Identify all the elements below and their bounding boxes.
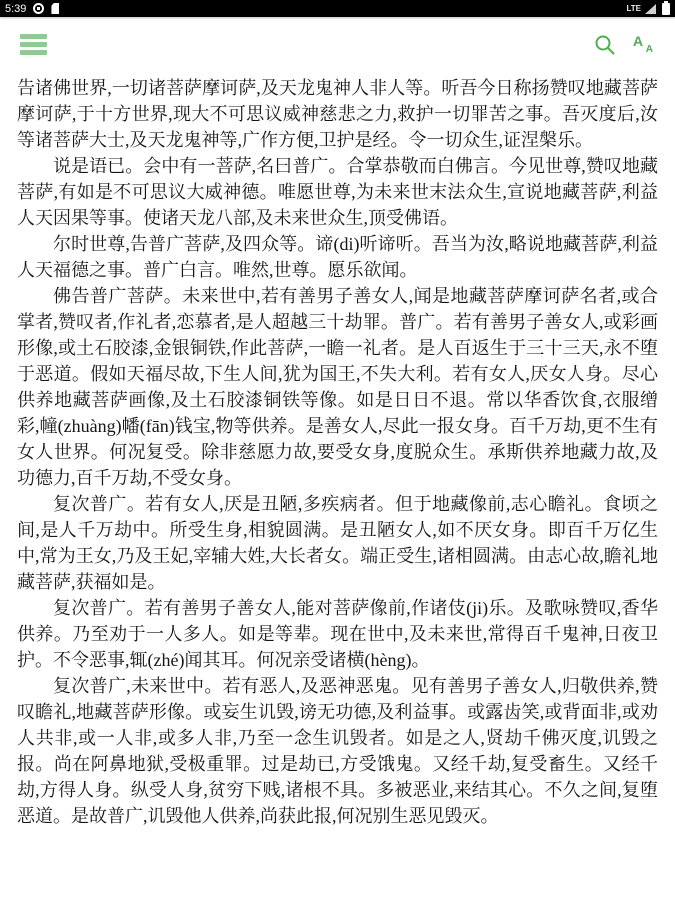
paragraph-7: 复次普广,未来世中。若有恶人,及恶神恶鬼。见有善男子善女人,归敬供养,赞叹瞻礼,地藏菩萨形像。或妄生讥毁,谤无功德,及利益事。或露齿笑,或背面非,或劝人共非,或一人非,或多人非,乃至一念生讥毁者。如是之人,贤劫千佛灭度,讥毁之报。尚在阿鼻地狱,受极重罪。过是劫已,方受饿鬼。又经千劫,复受畜生。又经千劫,方得人身。纵受人身,贫穷下贱,诸根不具。多被恶业,来结其心。不久之间,复堕恶道。是故普广,讥毁他人供养,尚获此报,何况别生恶见毁灭。 xyxy=(17,676,658,826)
menu-icon[interactable] xyxy=(20,34,47,55)
menu-bar xyxy=(20,42,47,47)
signal-icon xyxy=(645,4,656,14)
status-bar xyxy=(0,0,675,17)
search-icon[interactable] xyxy=(592,32,618,58)
paragraph-5: 复次普广。若有女人,厌是丑陋,多疾病者。但于地藏像前,志心瞻礼。食顷之间,是人千万劫中。所受生身,相貌圆满。是丑陋女人,如不厌女身。即百千万亿生中,常为王女,乃及王妃,宰辅大姓,大长者女。端正受生,诸相圆满。由志心故,瞻礼地藏菩萨,获福如是。 xyxy=(17,494,658,592)
toolbar xyxy=(0,17,675,72)
battery-icon xyxy=(662,3,670,15)
sd-card-icon xyxy=(51,3,59,14)
paragraph-6: 复次普广。若有善男子善女人,能对菩萨像前,作诸伎(ji)乐。及歌咏赞叹,香华供养。乃至劝于一人多人。如是等辈。现在世中,及未来世,常得百千鬼神,日夜卫护。不令恶事,辄(zhé)闻其耳。何况亲受诸横(hèng)。 xyxy=(17,598,658,670)
paragraph-2: 说是语已。会中有一菩萨,名曰普广。合掌恭敬而白佛言。今见世尊,赞叹地藏菩萨,有如是不可思议大威神德。唯愿世尊,为未来世末法众生,宣说地藏菩萨,利益人天因果等事。使诸天龙八部,及未来世众生,顶受佛语。 xyxy=(17,156,658,228)
data-saver-icon xyxy=(33,3,44,14)
menu-bar xyxy=(20,50,47,55)
reader-content[interactable] xyxy=(0,72,675,829)
paragraph-1: 告诸佛世界,一切诸菩萨摩诃萨,及天龙鬼神人非人等。听吾今日称扬赞叹地藏菩萨摩诃萨,于十方世界,现大不可思议威神慈悲之力,救护一切罪苦之事。吾灭度后,汝等诸菩萨大士,及天龙鬼神等,广作方便,卫护是经。令一切众生,证涅槃乐。 xyxy=(17,78,658,150)
clock: 5:39 xyxy=(5,2,27,15)
paragraph-3: 尔时世尊,告普广菩萨,及四众等。谛(di)听谛听。吾当为汝,略说地藏菩萨,利益人天福德之事。普广白言。唯然,世尊。愿乐欲闻。 xyxy=(17,234,658,280)
network-type-label: LTE xyxy=(626,4,641,13)
font-size-icon-large-a: A xyxy=(633,32,644,49)
font-size-icon[interactable] xyxy=(631,33,655,57)
menu-bar xyxy=(20,34,47,39)
font-size-icon-small-a: A xyxy=(645,43,653,55)
paragraph-4: 佛告普广菩萨。未来世中,若有善男子善女人,闻是地藏菩萨摩诃萨名者,或合掌者,赞叹者,作礼者,恋慕者,是人超越三十劫罪。普广。若有善男子善女人,或彩画形像,或土石胶漆,金银铜铁,作此菩萨,一瞻一礼者。是人百返生于三十三天,永不堕于恶道。假如天福尽故,下生人间,犹为国王,不失大利。若有女人,厌女人身。尽心供养地藏菩萨画像,及土石胶漆铜铁等像。如是日日不退。常以华香饮食,衣服缯彩,幢(zhuàng)幡(fān)钱宝,物等供养。是善女人,尽此一报女身。百千万劫,更不生有女人世界。何况复受。除非慈愿力故,要受女身,度脱众生。承斯供养地藏力故,及功德力,百千万劫,不受女身。 xyxy=(17,286,658,488)
